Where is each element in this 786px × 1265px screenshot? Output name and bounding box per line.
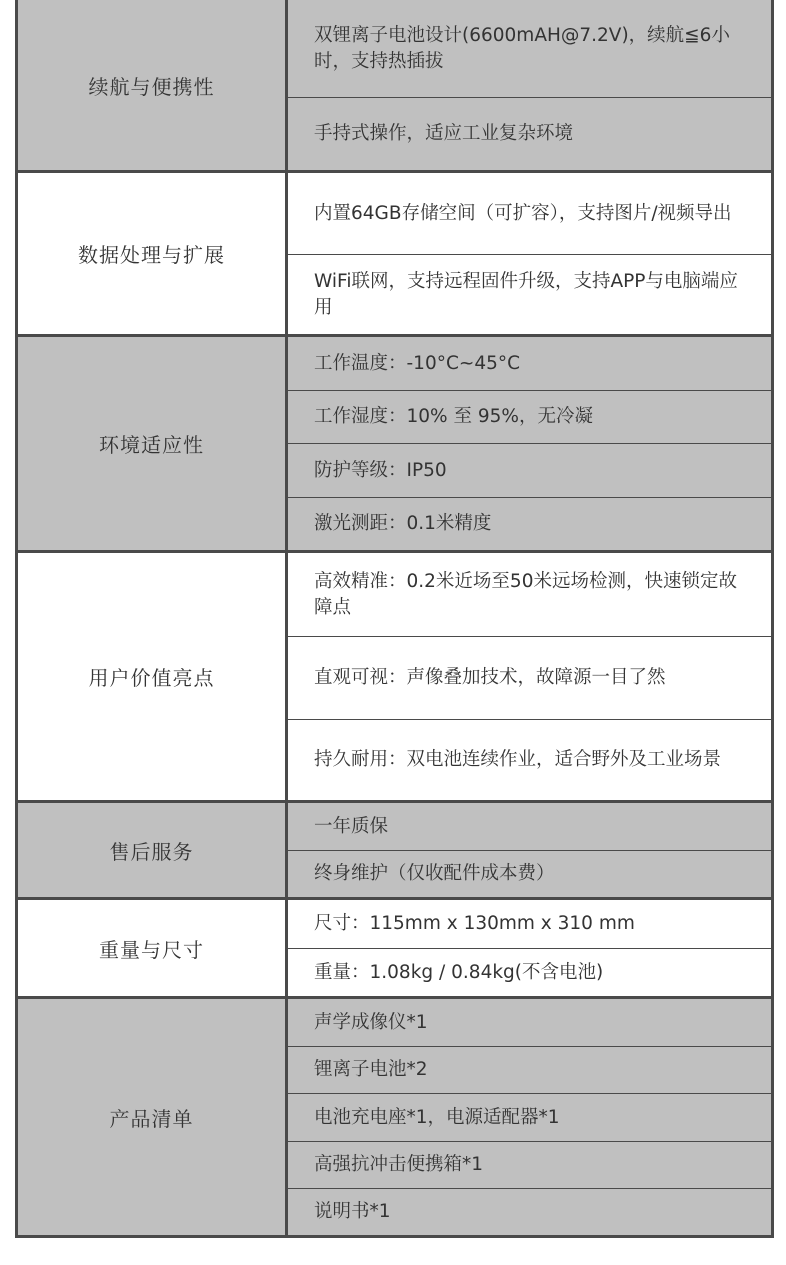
spec-cell: WiFi联网，支持远程固件升级，支持APP与电脑端应用 — [288, 254, 771, 334]
spec-cell: 双锂离子电池设计(6600mAH@7.2V)，续航≦6小时，支持热插拔 — [314, 24, 730, 72]
group-label: 数据处理与扩展 — [18, 173, 288, 334]
group-package-list — [18, 996, 771, 1235]
group-label: 产品清单 — [18, 999, 288, 1235]
group-label: 重量与尺寸 — [18, 900, 288, 996]
spec-cell: 内置64GB存储空间（可扩容），支持图片/视频导出 — [314, 202, 732, 224]
spec-cell: 手持式操作，适应工业复杂环境 — [288, 97, 771, 170]
group-label: 续航与便携性 — [18, 0, 288, 170]
group-data-processing — [18, 170, 771, 334]
spec-cell: 持久耐用：双电池连续作业，适合野外及工业场景 — [288, 719, 771, 800]
group-label: 售后服务 — [18, 803, 288, 897]
spec-cell: 工作湿度：10% 至 95%，无冷凝 — [288, 390, 771, 443]
spec-cell: 直观可视：声像叠加技术，故障源一目了然 — [288, 636, 771, 719]
spec-cell: 尺寸：115mm x 130mm x 310 mm — [314, 913, 635, 934]
spec-cell: 声学成像仪*1 — [314, 1011, 428, 1033]
spec-cell: 高效精准：0.2米近场至50米远场检测，快速锁定故障点 — [314, 570, 737, 618]
spec-cell: 电池充电座*1，电源适配器*1 — [288, 1093, 771, 1141]
group-battery-portability — [18, 0, 771, 170]
spec-cell: 防护等级：IP50 — [288, 443, 771, 497]
spec-cell: 说明书*1 — [288, 1188, 771, 1235]
group-after-sales — [18, 800, 771, 897]
spec-cell: 高强抗冲击便携箱*1 — [288, 1141, 771, 1188]
spec-table — [15, 0, 774, 1238]
group-label: 环境适应性 — [18, 337, 288, 550]
group-environment — [18, 334, 771, 550]
spec-cell: 工作温度：-10°C~45°C — [314, 352, 521, 374]
group-weight-size — [18, 897, 771, 996]
group-user-value — [18, 550, 771, 800]
spec-cell: 重量：1.08kg / 0.84kg(不含电池) — [288, 948, 771, 996]
spec-cell: 激光测距：0.1米精度 — [288, 497, 771, 550]
spec-cell: 锂离子电池*2 — [288, 1046, 771, 1093]
group-label: 用户价值亮点 — [18, 553, 288, 800]
spec-cell: 一年质保 — [314, 815, 389, 837]
spec-cell: 终身维护（仅收配件成本费） — [288, 850, 771, 897]
